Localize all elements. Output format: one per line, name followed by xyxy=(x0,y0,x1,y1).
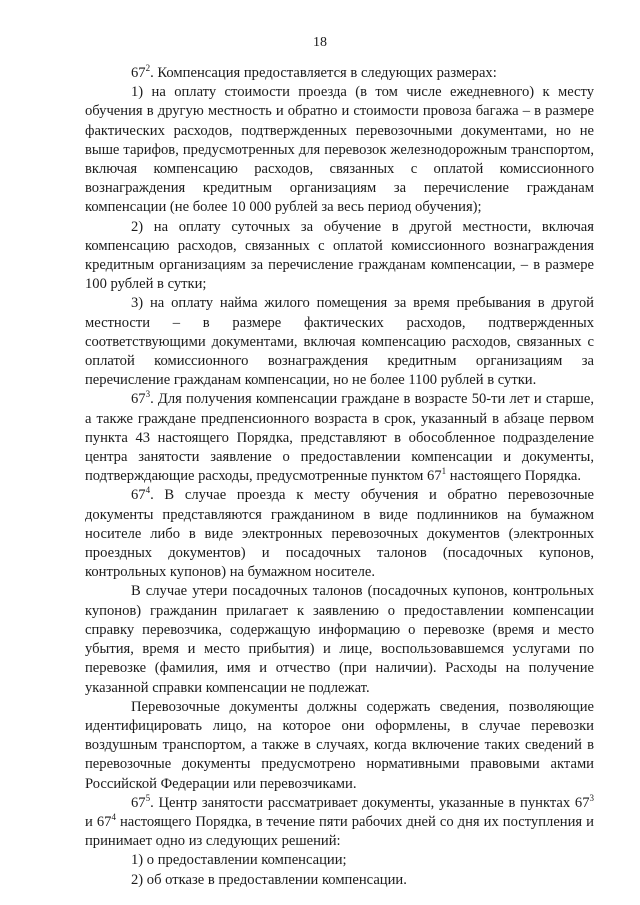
clause-67-4: $67^4$. В случае проезда к месту обучения и обратно перевозочные документы представляются гражданином в виде подлинников на бумажном носителе либо в виде электронных перевозочных документов (электронных проездных документов) и посадочных талонов (посадочных купонов, контрольных купонов) на бумажном носителе. xyxy=(85,485,594,581)
clause-67-2-heading: $67^2$. Компенсация предоставляется в следующих размерах: xyxy=(131,63,497,81)
page-number: 18 xyxy=(313,35,327,50)
clause-item-housing: 3) на оплату найма жилого помещения за время пребывания в другой местности – в размере фактических расходов, подтвержденных соответствующими документами, включая компенсацию расходов, связанных с оплатой комиссионного вознаграждения кредитным организациям за перечисление гражданам компенсации, но не более 1100 рублей в сутки. xyxy=(85,295,594,389)
clause-document-requirements: Перевозочные документы должны содержать сведения, позволяющие идентифицировать лицо, на которое они оформлены, в случае перевозки воздушным транспортом, а также в случаях, когда включение таких сведений в перевозочные документы предусмотрено нормативными правовыми актами Российской Федерации или перевозчиками. xyxy=(85,698,594,792)
clause-lost-tickets: В случае утери посадочных талонов (посадочных купонов, контрольных купонов) гражданин прилагает к заявлению о предоставлении компенсации справку перевозчика, содержащую информацию о перевозке (время и место убытия, время и место прибытия) и лице, воспользовавшемся услугами по перевозке (фамилия, имя и отчество (при наличии). Расходы на получение указанной справки компенсации не подлежат. xyxy=(85,583,594,696)
decision-option-refuse: 2) об отказе в предоставлении компенсации. xyxy=(131,871,407,888)
clause-item-per-diem: 2) на оплату суточных за обучение в другой местности, включая компенсацию расходов, связанных с оплатой комиссионного вознаграждения кредитным организациям за перечисление гражданам компенсации, – в размере 100 рублей в сутки; xyxy=(85,218,594,293)
decision-option-grant: 1) о предоставлении компенсации; xyxy=(131,852,347,869)
clause-67-3: $67^3$. Для получения компенсации граждане в возрасте 50-ти лет и старше, а также граждане предпенсионного возраста в срок, указанный в абзаце первом пункта 43 настоящего Порядка, представляют в обособленное подразделение центра занятости заявление о предоставлении компенсации и документы, подтверждающие расходы, предусмотренные пунктом $67^1$ настоящего Порядка. xyxy=(85,389,594,485)
clause-item-travel-cost: 1) на оплату стоимости проезда (в том числе ежедневного) к месту обучения в другую местность и обратно и стоимости провоза багажа – в размере фактических расходов, подтвержденных перевозочными документами, но не выше тарифов, предусмотренных для перевозок железнодорожным транспортом, включая компенсацию расходов, связанных с оплатой комиссионного вознаграждения кредитным организациям за перечисление гражданам компенсации (не более 10 000 рублей за весь период обучения); xyxy=(85,84,594,216)
document-body xyxy=(85,64,594,890)
clause-67-5: $67^5$. Центр занятости рассматривает документы, указанные в пунктах $67^3$ и $67^4$ настоящего Порядка, в течение пяти рабочих дней со дня их поступления и принимает одно из следующих решений: xyxy=(85,792,594,850)
